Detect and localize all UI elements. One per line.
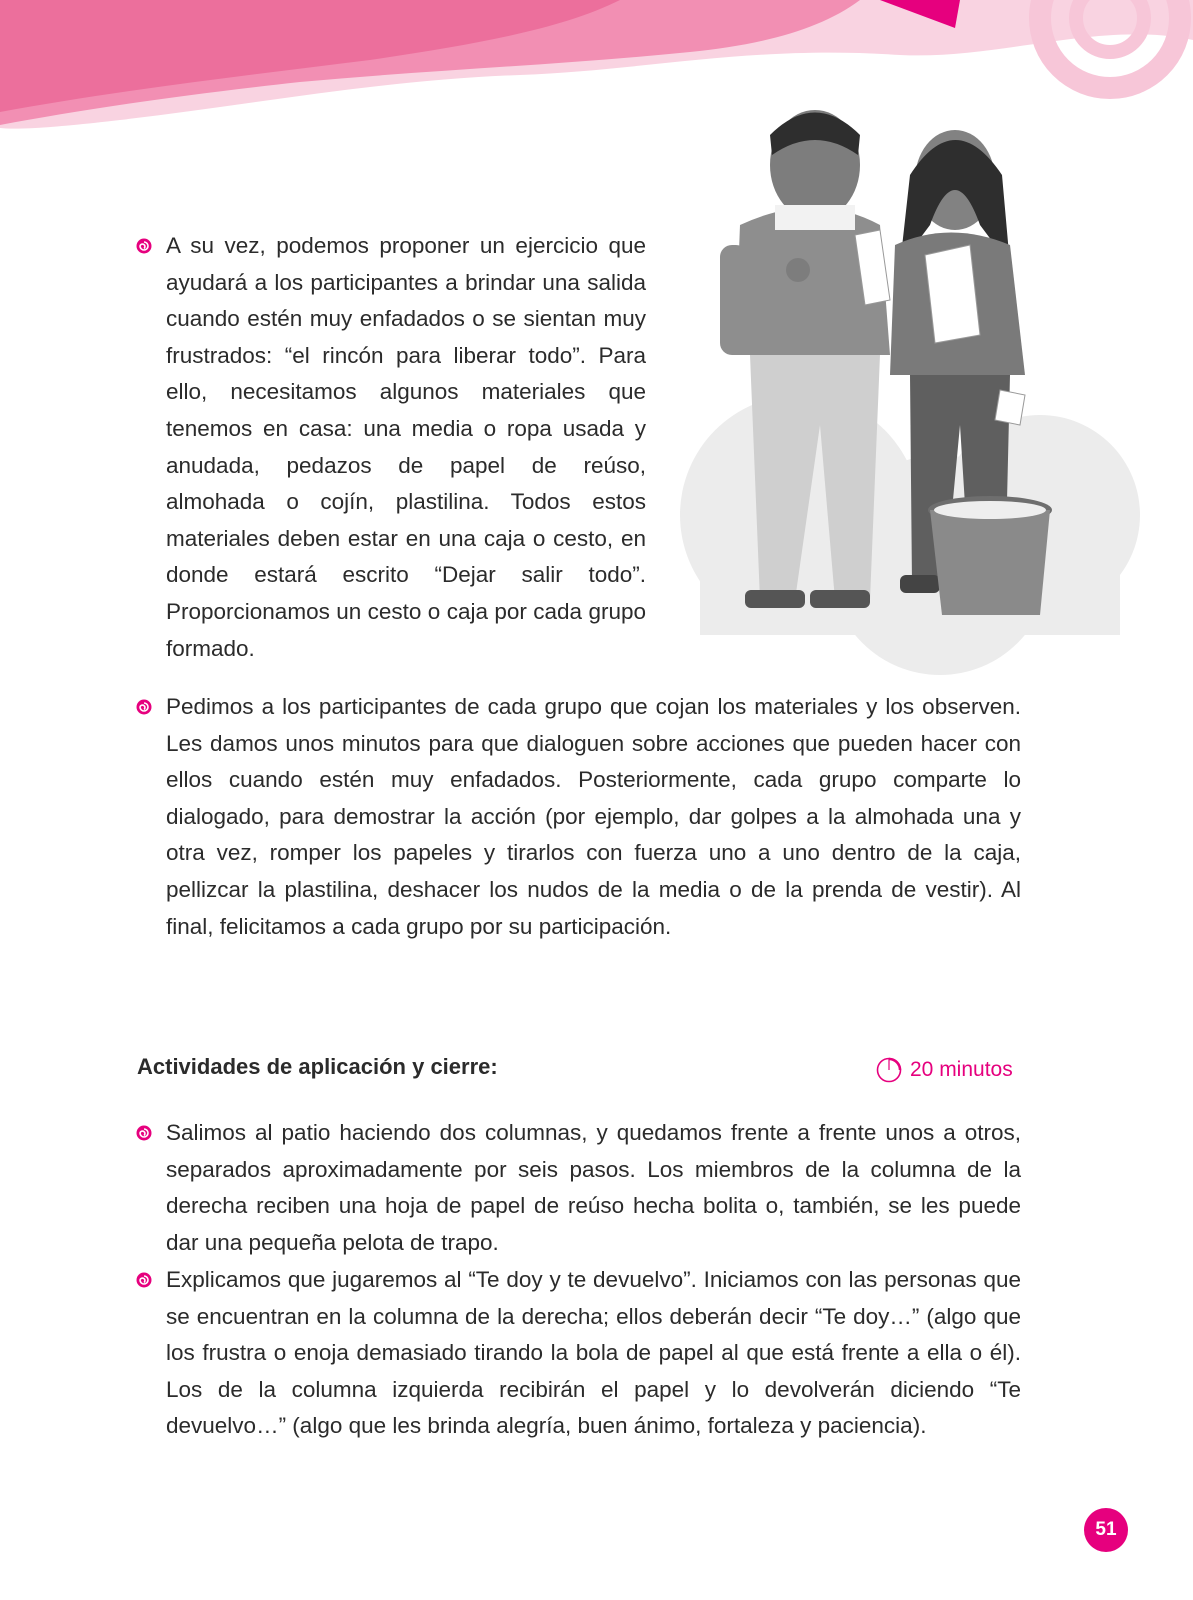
paragraph-te-doy xyxy=(166,1262,1021,1445)
children-illustration xyxy=(680,95,1150,675)
bullet-spiral-icon xyxy=(136,1272,152,1288)
duration-indicator xyxy=(876,1054,1013,1086)
paragraph-materiales xyxy=(166,689,1021,945)
clock-icon xyxy=(876,1057,902,1083)
wastebasket xyxy=(928,496,1052,615)
section-title: Actividades de aplicación y cierre: xyxy=(137,1054,498,1079)
paragraph-text: A su vez, podemos proponer un ejercicio que ayudará a los participantes a brindar una salida cuando estén muy enfadados o se sientan muy frustrados: “el rincón para liberar todo”. Para ello, necesitamos algunos materiales que tenemos en casa: una media o ropa usada y anudada, pedazos de papel de reúso, almohada o cojín, plastilina. Todos estos materiales deben estar en una caja o cesto, en donde estará escrito “Dejar salir todo”. Proporcionamos un cesto o caja por cada grupo formado. xyxy=(166,233,646,661)
bullet-spiral-icon xyxy=(136,1125,152,1141)
bullet-spiral-icon xyxy=(136,699,152,715)
duration-text: 20 minutos xyxy=(910,1058,1013,1081)
cloud-background xyxy=(680,395,1140,675)
bullet-spiral-icon xyxy=(136,238,152,254)
page-number: 51 xyxy=(1084,1508,1128,1552)
paragraph-text: Pedimos a los participantes de cada grupo que cojan los materiales y los observen. Les damos unos minutos para que dialoguen sobre acciones que pueden hacer con ellos cuando estén muy enfadados. Posteriormente, cada grupo comparte lo dialogado, para demostrar la acción (por ejemplo, dar golpes a la almohada una y otra vez, romper los papeles y tirarlos con fuerza uno a uno dentro de la caja, pellizcar la plastilina, deshacer los nudos de la media o de la prenda de vestir). Al final, felicitamos a cada grupo por su participación. xyxy=(166,694,1021,939)
paragraph-text: Salimos al patio haciendo dos columnas, y quedamos frente a frente unos a otros, separados aproximadamente por seis pasos. Los miembros de la columna de la derecha reciben una hoja de papel de reúso hecha bolita o, también, se les puede dar una pequeña pelota de trapo. xyxy=(166,1120,1021,1255)
paragraph-rincon xyxy=(166,228,646,667)
paragraph-patio xyxy=(166,1115,1021,1261)
paragraph-text: Explicamos que jugaremos al “Te doy y te devuelvo”. Iniciamos con las personas que se encuentran en la columna de la derecha; ellos deberán decir “Te doy…” (algo que los frustra o enoja demasiado tirando la bola de papel al que está frente a ella o él). Los de la columna izquierda recibirán el papel y lo devolverán diciendo “Te devuelvo…” (algo que les brinda alegría, buen ánimo, fortaleza y paciencia). xyxy=(166,1267,1021,1439)
